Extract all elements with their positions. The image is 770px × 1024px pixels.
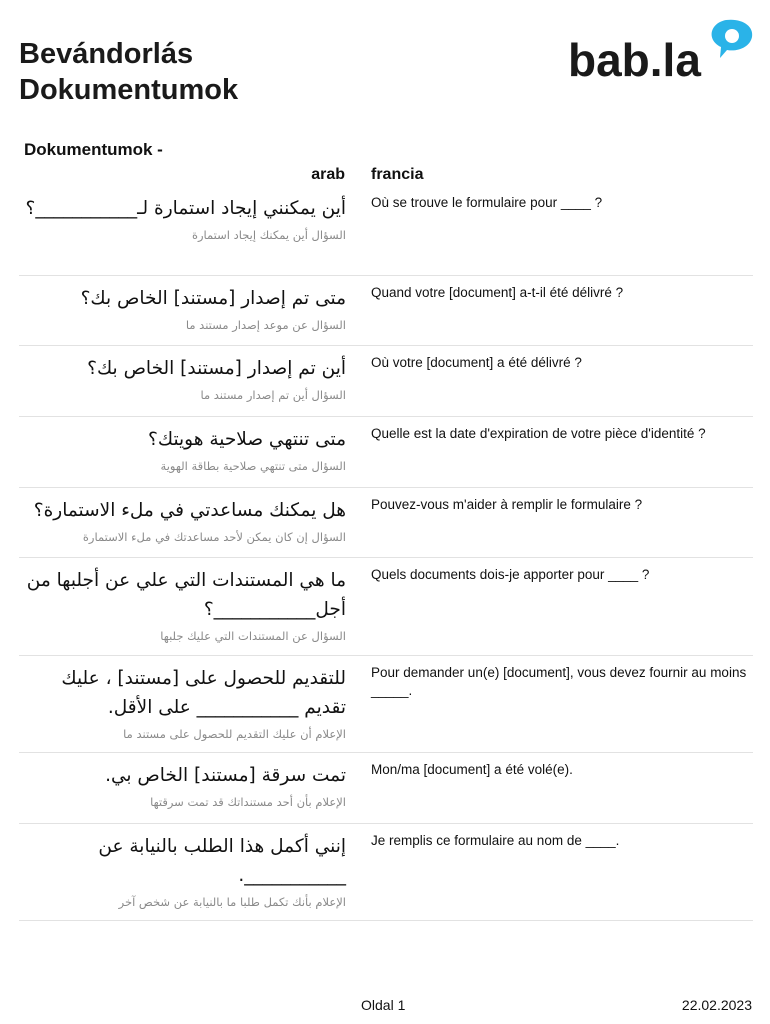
phrase-row (19, 346, 753, 417)
arabic-note: الإعلام بأن أحد مستنداتك قد تمت سرقتها (150, 795, 346, 809)
arabic-note: السؤال أين تم إصدار مستند ما (200, 388, 346, 402)
arabic-note: الإعلام أن عليك التقديم للحصول على مستند ما (123, 727, 346, 741)
arabic-cell (16, 354, 346, 403)
arabic-phrase: متى تنتهي صلاحية هويتك؟ (148, 429, 346, 450)
arabic-phrase: للتقديم للحصول على [مستند] ، عليك تقديم ___________ على الأقل. (61, 668, 346, 718)
arabic-cell (16, 566, 346, 644)
speech-bubble-icon (712, 20, 753, 58)
phrase-table (19, 186, 753, 921)
arabic-cell (16, 425, 346, 474)
title-line-2: Dokumentumok (19, 74, 239, 106)
arabic-cell (16, 194, 346, 243)
arabic-phrase: هل يمكنك مساعدتي في ملء الاستمارة؟ (33, 500, 346, 521)
arabic-cell (16, 664, 346, 742)
page-title (19, 36, 238, 108)
french-phrase: Où se trouve le formulaire pour ____ ? (371, 195, 603, 210)
phrase-row (19, 753, 753, 824)
french-phrase: Quels documents dois-je apporter pour ____ ? (371, 567, 650, 582)
french-phrase: Pouvez-vous m'aider à remplir le formulaire ? (371, 497, 643, 512)
arabic-note: السؤال عن المستندات التي عليك جلبها (160, 629, 346, 643)
arabic-cell (16, 832, 346, 910)
footer-date: 22.02.2023 (681, 997, 752, 1013)
logo-text: bab.la (568, 34, 701, 82)
phrase-row (19, 558, 753, 656)
arabic-note: السؤال متى تنتهي صلاحية بطاقة الهوية (160, 459, 346, 473)
arabic-note: السؤال عن موعد إصدار مستند ما (185, 318, 346, 332)
arabic-phrase: متى تم إصدار [مستند] الخاص بك؟ (80, 288, 346, 309)
phrase-row (19, 824, 753, 921)
french-phrase: Où votre [document] a été délivré ? (371, 355, 582, 370)
french-phrase: Mon/ma [document] a été volé(e). (371, 762, 573, 777)
french-phrase: Quand votre [document] a-t-il été délivré ? (371, 285, 624, 300)
arabic-phrase: تمت سرقة [مستند] الخاص بي. (105, 765, 346, 786)
phrase-row (19, 656, 753, 753)
babla-logo (566, 16, 756, 82)
page-number: Oldal 1 (361, 997, 406, 1013)
phrase-row (19, 276, 753, 346)
column-header-target: francia (371, 166, 424, 183)
title-line-1: Bevándorlás (19, 38, 194, 70)
arabic-phrase: أين تم إصدار [مستند] الخاص بك؟ (87, 358, 346, 379)
arabic-cell (16, 284, 346, 333)
section-title: Dokumentumok - (24, 140, 163, 159)
arabic-phrase: ما هي المستندات التي علي عن أجلبها من أجل___________؟ (26, 570, 346, 620)
arabic-cell (16, 496, 346, 545)
arabic-note: الإعلام بأنك تكمل طلبا ما بالنيابة عن شخص آخر (118, 895, 346, 909)
phrase-row (19, 417, 753, 488)
french-phrase: Pour demander un(e) [document], vous devez fournir au moins _____. (371, 665, 747, 698)
arabic-cell (16, 761, 346, 810)
arabic-note: السؤال أين يمكنك إيجاد استمارة (191, 228, 346, 242)
phrase-row (19, 488, 753, 558)
french-phrase: Quelle est la date d'expiration de votre pièce d'identité ? (371, 426, 706, 441)
arabic-note: السؤال إن كان يمكن لأحد مساعدتك في ملء الاستمارة (82, 530, 346, 544)
arabic-phrase: إنني أكمل هذا الطلب بالنيابة عن ___________. (98, 836, 346, 886)
arabic-phrase: أين يمكنني إيجاد استمارة لـ___________؟ (25, 198, 346, 219)
column-header-source: arab (311, 166, 345, 183)
phrase-row (19, 186, 753, 276)
french-phrase: Je remplis ce formulaire au nom de ____. (371, 833, 620, 848)
